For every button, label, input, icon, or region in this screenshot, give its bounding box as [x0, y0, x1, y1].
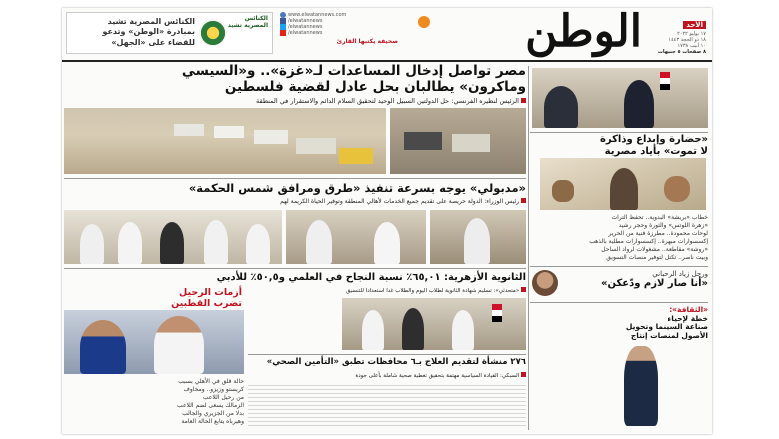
truck-shape [296, 138, 336, 154]
azhar-headline: الثانوية الأزهرية: ٦٥,٠١٪ نسبة النجاح في العلمي و٥٠,٥٪ للأدبي [216, 272, 526, 283]
feature-title: «حضارة وإبداع وذاكرة لا تموت» بأياد مصرية [599, 134, 708, 157]
truck-shape [339, 148, 373, 164]
column-block [562, 270, 708, 290]
twitter-link[interactable]: /elwatannews [280, 24, 398, 30]
date-line: ١٧ يوليو ٢٠٢٢ [677, 31, 706, 37]
masthead [62, 8, 712, 60]
azhar-photo [342, 298, 526, 350]
aid-trucks-photo [64, 108, 386, 174]
youtube-icon [280, 30, 286, 36]
columnist-name: ورحل زياد الرحباني [652, 270, 708, 278]
promo-box [66, 12, 273, 54]
truck-shape [254, 130, 288, 144]
lead-deck: الرئيس لنظيره الفرنسي: حل الدولتين السبيل الوحيد لتحقيق السلام الدائم والاستقرار في المنطقة [64, 97, 526, 105]
masthead-divider [62, 60, 712, 62]
player-figure [80, 320, 126, 374]
lead-headline: مصر تواصل إدخال المساعدات لـ«غزة».. و«السيسي وماكرون» يطالبان بحل عادل لقضية فلسطين [181, 63, 526, 95]
truck-shape [452, 134, 490, 152]
health-deck: السبكي: القيادة السياسية مهتمة بتحقيق تغطية صحية شاملة بأعلى جودة [248, 372, 526, 379]
person-figure [362, 310, 384, 350]
red-square-icon [521, 198, 526, 203]
person-figure [204, 220, 228, 264]
site-visit-photo [430, 210, 526, 264]
promo-text: الكنائس المصرية تشيد [227, 15, 268, 29]
site-links [280, 12, 398, 45]
health-text-columns [248, 382, 526, 428]
madbouly-deck: رئيس الوزراء: الدولة حريصة على تقديم جميع الخدمات لأهالي المنطقة وتوفير الحياة الكريمة لهم [64, 198, 526, 205]
date-line: ١٨ ذو الحجة ١٤٤٣ [668, 37, 706, 43]
person-figure [306, 220, 332, 264]
crafts-photo [540, 158, 706, 210]
person-figure [246, 224, 270, 264]
logo-text: الوطن [525, 8, 642, 57]
player-figure [154, 316, 204, 374]
sports-title: أزمات الرحيل تضرب القطبين [171, 287, 242, 309]
flag-icon [660, 72, 670, 90]
madbouly-headline: «مدبولي» يوجه بسرعة تنفيذ «طرق ومرافق شمس الحكمة» [188, 181, 526, 195]
promo-lines: الكنائس المصرية تشيد بمبادرة «الوطن» وتدعو للقضاء على «الجهل» [102, 17, 195, 47]
person-figure [374, 222, 400, 264]
red-square-icon [521, 372, 526, 377]
truck-shape [404, 132, 442, 150]
sports-bullets: حالة قلق في الأهلي بسبب كريستو وزيزو.. ومخاوف من رحيل اللاعب الزمالك يسعى لضم اللاعب بدلا من الجزيري والجالب وهيرباه يتابع الحالة العامة [177, 378, 244, 426]
site-link[interactable]: www.elwatannews.com [280, 12, 398, 18]
person-figure [118, 222, 142, 264]
truck-shape [214, 126, 244, 138]
red-square-icon [521, 98, 526, 103]
issue-label: ٨ صفحات ٥ جنيهات [657, 49, 706, 55]
red-square-icon [521, 287, 526, 292]
slogan: صحيفة يكتبها القارئ [336, 38, 398, 45]
culture-tag: «الثقافة»: [669, 305, 708, 314]
date-line: ١٠ أبيب ١٧٣٨ [677, 43, 706, 49]
day-label: الأحد [683, 21, 706, 29]
health-headline: ٢٧٦ منشأة لتقديم العلاج بـ٦ محافظات تطبق «التأمين الصحي» [266, 357, 526, 367]
logo-orange-dot-icon [418, 16, 430, 28]
meeting-photo [64, 210, 282, 264]
top-right-photo [532, 68, 708, 128]
person-figure [544, 86, 578, 128]
person-figure [464, 218, 490, 264]
culture-story: «الثقافة»: خطة لإحياء صناعة السينما وتحويل الأصول لمنصات إنتاج [625, 305, 708, 340]
truck-shape [174, 124, 204, 136]
flag-icon [492, 304, 502, 322]
feature-bullets: خطاب «بريشة» البدوية.. تحفظ التراث «زهرة اللوتس» والثورة وحجر رشيد لوحات محمودة.. مطرزة فنية من الحرير إكسسوارات مبهرة.. إكسسوارات مطلية بالذهب «روشة» مقاطعة.. مشغولات لرواد الساحل وبيت ناصر.. تكتل لتوفير منصات التسويق [589, 214, 708, 262]
officials-photo [286, 210, 426, 264]
pottery-shape [552, 180, 574, 202]
azhar-deck: «متحدثي»: تسليم شهادة الثانوية لطلاب اليوم والطلاب غدا استعدادا للتنسيق [248, 287, 526, 294]
logo [404, 10, 642, 56]
person-figure [610, 168, 638, 210]
columnist-avatar [532, 270, 558, 296]
players-photo [64, 310, 244, 374]
aid-second-photo [390, 108, 526, 174]
column-title: «أنا صار لازم ودّعكن» [600, 278, 708, 289]
youtube-link[interactable]: /elwatannews [280, 30, 398, 36]
facebook-link[interactable]: /elwatannews [280, 18, 398, 24]
person-figure [80, 224, 104, 264]
person-figure [452, 310, 474, 350]
businessman-figure [624, 346, 658, 426]
person-figure [624, 80, 654, 128]
person-figure [402, 308, 424, 350]
person-figure [160, 222, 184, 264]
pottery-shape [664, 176, 690, 202]
date-block [644, 12, 706, 55]
sports-box [64, 288, 244, 430]
newspaper-front-page [62, 8, 712, 434]
